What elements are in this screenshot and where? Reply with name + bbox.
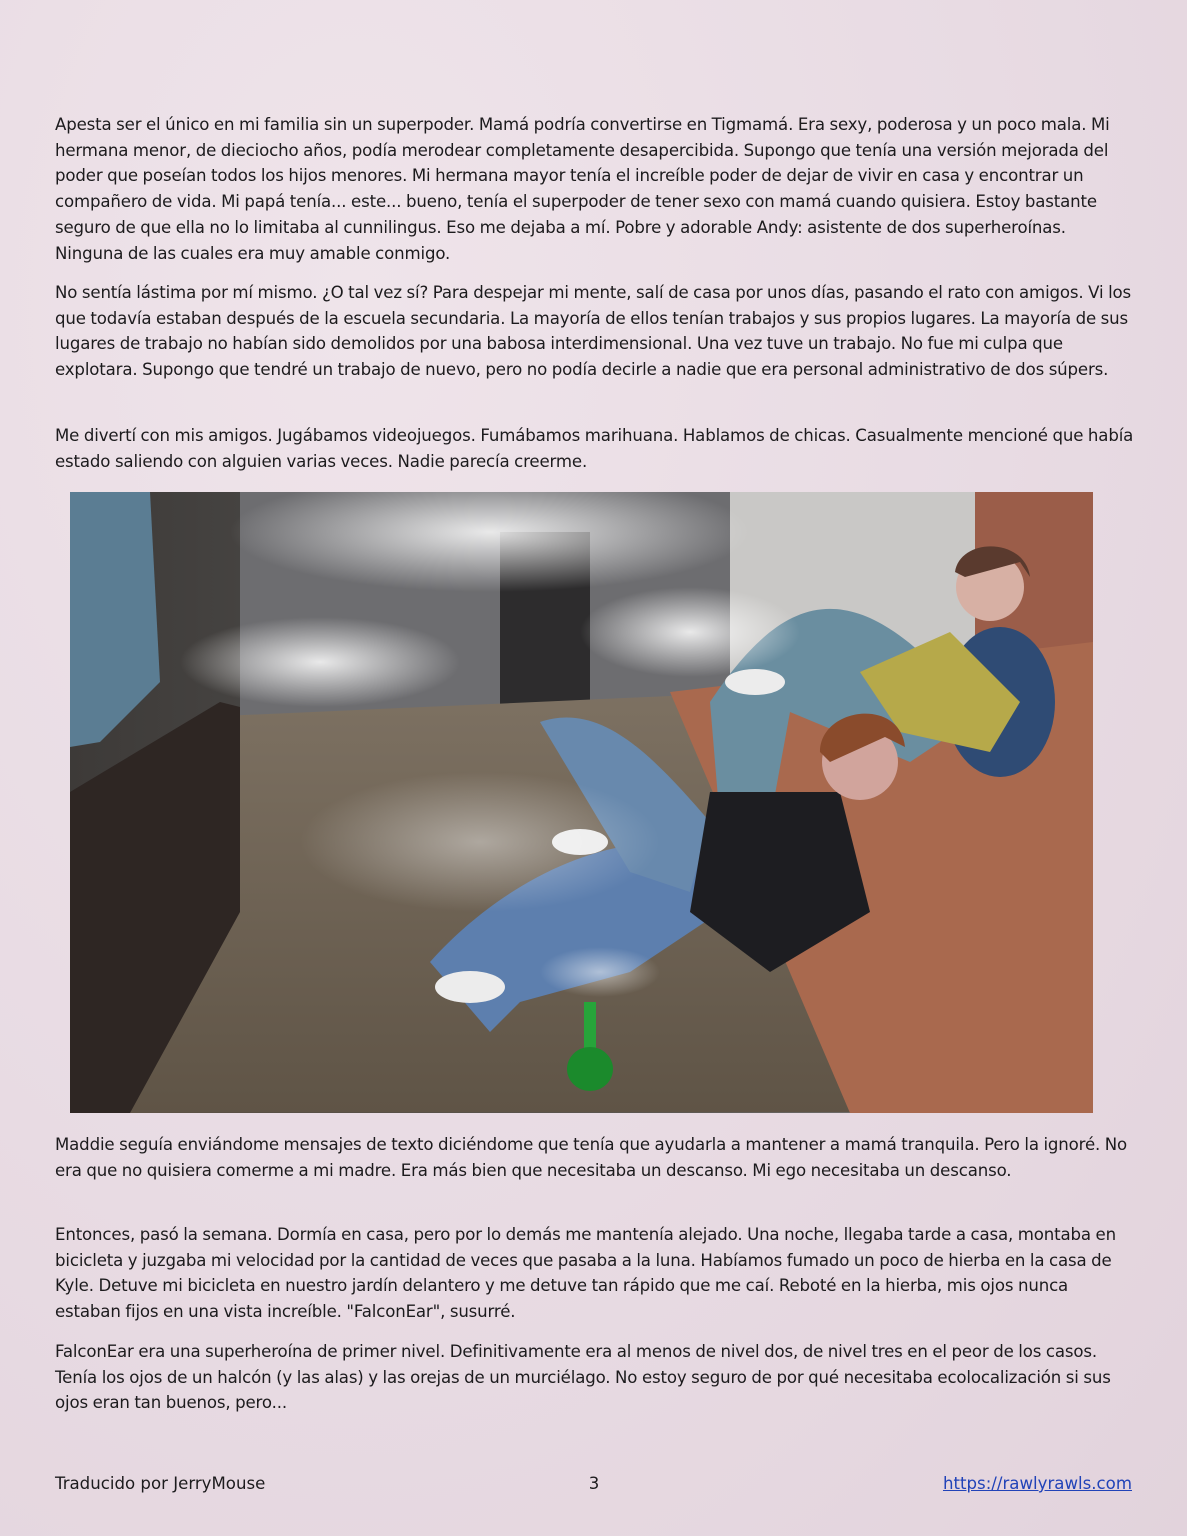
bong-base — [567, 1047, 613, 1091]
illustration — [70, 492, 1093, 1113]
smoke-cloud-4 — [300, 772, 660, 912]
paragraph-2: No sentía lástima por mí mismo. ¿O tal vez sí? Para despejar mi mente, salí de casa por unos días, pasando el rato con amigos. Vi los que todavía estaban después de la escuela secundaria. La mayoría de ellos tenían trabajos y sus propios lugares. La mayoría de sus lugares de trabajo no habían sido demolidos por una babosa interdimensional. Una vez tuve un trabajo. No fue mi culpa que explotara. Supongo que tendré un trabajo de nuevo, pero no podía decirle a nadie que era personal administrativo de dos súpers. — [55, 283, 1132, 380]
smoke-cloud-5 — [540, 947, 660, 997]
translator-credit: Traducido por JerryMouse — [55, 1474, 266, 1493]
paragraph-3: Me divertí con mis amigos. Jugábamos videojuegos. Fumábamos marihuana. Hablamos de chicas. Casualmente mencioné que había estado saliendo con alguien varias veces. Nadie parecía creerme. — [55, 426, 1134, 471]
paragraph-1: Apesta ser el único en mi familia sin un superpoder. Mamá podría convertirse en Tigmamá. Era sexy, poderosa y un poco mala. Mi hermana menor, de dieciocho años, podía merodear completamente desapercibida. Supongo que tenía una versión mejorada del poder que poseían todos los hijos menores. Mi hermana mayor tenía el increíble poder de dejar de vivir en casa y encontrar un compañero de vida. Mi papá tenía... este... bueno, tenía el superpoder de tener sexo con mamá cuando quisiera. Estoy bastante seguro de que ella no lo limitaba al cunnilingus. Eso me dejaba a mí. Pobre y adorable Andy: asistente de dos superheroínas. Ninguna de las cuales era muy amable conmigo. — [55, 115, 1110, 263]
paragraph-5: Entonces, pasó la semana. Dormía en casa, pero por lo demás me mantenía alejado. Una noche, llegaba tarde a casa, montaba en bicicleta y juzgaba mi velocidad por la cantidad de veces que pasaba a la luna. Habíamos fumado un poco de hierba en la casa de Kyle. Detuve mi bicicleta en nuestro jardín delantero y me detuve tan rápido que me caí. Reboté en la hierba, mis ojos nunca estaban fijos en una vista increíble. "FalconEar", susurré. — [55, 1225, 1116, 1322]
illustration-svg — [70, 492, 1093, 1113]
paragraph-6: FalconEar era una superheroína de primer nivel. Definitivamente era al menos de nivel dos, de nivel tres en el peor de los casos. Tenía los ojos de un halcón (y las alas) y las orejas de un murciélago. No estoy seguro de por qué necesitaba ecolocalización si sus ojos eran tan buenos, pero... — [55, 1342, 1111, 1413]
page-number: 3 — [588, 1474, 600, 1493]
website-link[interactable]: https://rawlyrawls.com — [942, 1474, 1132, 1493]
page-footer — [0, 1474, 1187, 1498]
sock-1 — [435, 971, 505, 1003]
smoke-cloud-2 — [180, 617, 460, 707]
smoke-cloud-3 — [580, 587, 800, 677]
paragraph-4: Maddie seguía enviándome mensajes de texto diciéndome que tenía que ayudarla a mantener a mamá tranquila. Pero la ignoré. No era que no quisiera comerme a mi madre. Era más bien que necesitaba un descanso. Mi ego necesitaba un descanso. — [55, 1135, 1128, 1180]
